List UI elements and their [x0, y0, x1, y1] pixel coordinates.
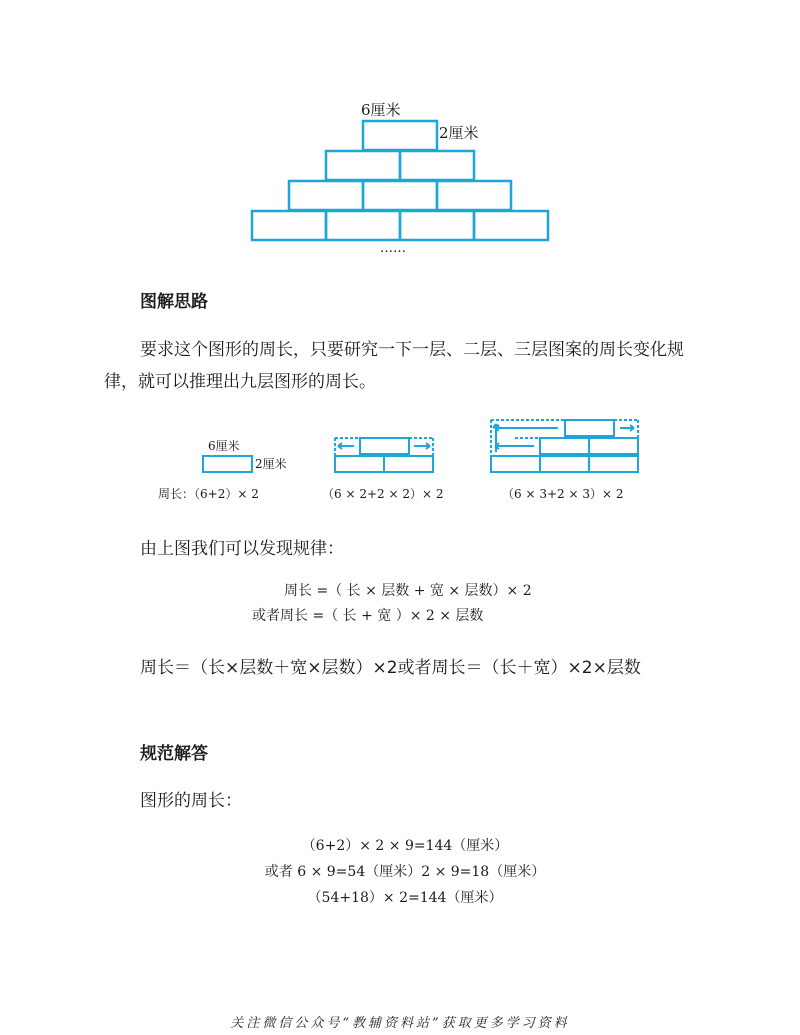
brick: [540, 456, 589, 472]
brick: [326, 211, 400, 240]
figure3-caption: （6 × 3+2 × 3）× 2: [502, 487, 624, 501]
pyramid-figure: [240, 95, 560, 260]
brick: [474, 211, 548, 240]
figure-one-layer: [203, 438, 287, 472]
shift-arrow-left: [495, 425, 558, 431]
shift-arrow-right: [414, 443, 430, 449]
figure1-label-length: 6厘米: [208, 439, 240, 453]
figure-two-layers: [335, 438, 433, 472]
solution-calc-3: （54+18）× 2=144（厘米）: [307, 890, 503, 906]
brick: [252, 211, 326, 240]
shift-arrow-left: [495, 443, 534, 449]
brick: [491, 456, 540, 472]
layer-figures: [150, 412, 650, 507]
brick: [326, 151, 400, 180]
section-heading-solution: 规范解答: [140, 744, 208, 764]
pyramid-bricks: [252, 121, 548, 240]
solution-calc-1: （6+2）× 2 × 9=144（厘米）: [301, 838, 509, 854]
rule-summary: 周长＝（长×层数＋宽×层数）×2或者周长＝（长＋宽）×2×层数: [140, 658, 641, 678]
brick: [400, 211, 474, 240]
pyramid-label-width: 2厘米: [439, 124, 479, 142]
brick: [589, 456, 638, 472]
brick: [437, 181, 511, 210]
brick: [289, 181, 363, 210]
brick: [540, 438, 589, 454]
brick: [565, 420, 614, 436]
figure-three-layers: [491, 420, 638, 472]
brick: [363, 121, 437, 150]
pyramid-label-length: 6厘米: [361, 101, 401, 119]
brick: [384, 456, 433, 472]
shift-arrow-right: [620, 425, 634, 431]
figure1-caption: 周长：（6+2）× 2: [158, 487, 259, 501]
figure1-label-width: 2厘米: [255, 457, 287, 471]
solution-intro: 图形的周长：: [140, 791, 242, 811]
shift-arrow-left: [338, 443, 354, 449]
brick: [400, 151, 474, 180]
rule-intro: 由上图我们可以发现规律：: [140, 539, 344, 559]
brick: [589, 438, 638, 454]
brick: [335, 456, 384, 472]
analysis-paragraph: 要求这个图形的周长，只要研究一下一层、二层、三层图案的周长变化规律，就可以推理出九层图形的周长。: [104, 340, 684, 392]
figure2-caption: （6 × 2+2 × 2）× 2: [322, 487, 444, 501]
rule-formula-1: 周长 =（ 长 × 层数 + 宽 × 层数）× 2: [284, 583, 532, 599]
rule-formula-2: 或者周长 =（ 长 + 宽 ）× 2 × 层数: [252, 608, 484, 624]
pyramid-ellipsis: ……: [380, 241, 406, 256]
brick: [363, 181, 437, 210]
footer-promo: 关注微信公众号“教辅资料站”获取更多学习资料: [230, 1016, 570, 1031]
brick: [360, 438, 409, 454]
brick: [203, 456, 252, 472]
solution-calc-2: 或者 6 × 9=54（厘米）2 × 9=18（厘米）: [264, 864, 546, 880]
section-heading-analysis: 图解思路: [140, 292, 208, 312]
